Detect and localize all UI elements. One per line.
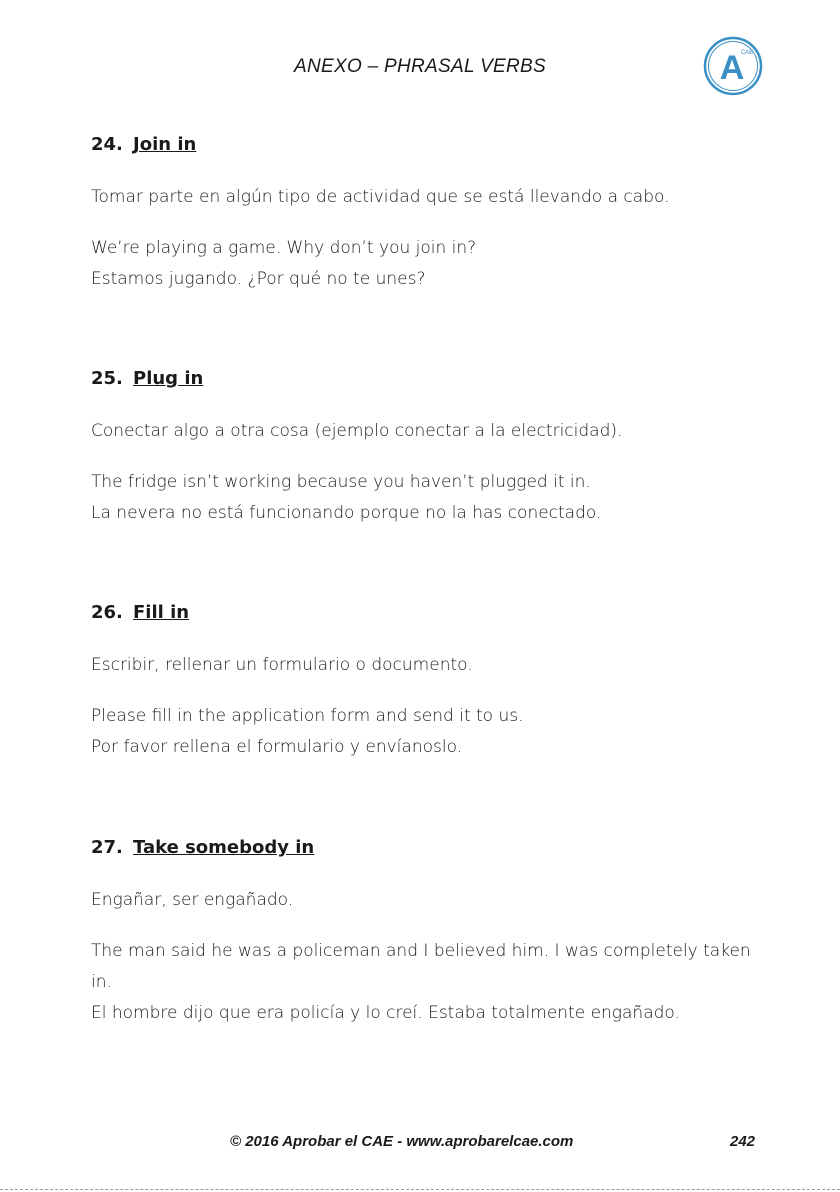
page-header-title: ANEXO – PHRASAL VERBS [294, 56, 546, 77]
logo-letter: A [719, 49, 745, 87]
entry-example-en: Please fill in the application form and send it to us. [91, 706, 524, 726]
entry-example-es: Por favor rellena el formulario y envíanoslo. [91, 737, 463, 757]
entry-number: 24. [91, 134, 123, 155]
entry-example-es: La nevera no está funcionando porque no la has conectado. [91, 503, 602, 523]
entry-24 [91, 132, 751, 295]
entry-verb: Fill in [133, 602, 190, 623]
entry-heading [91, 835, 751, 861]
entry-number: 26. [91, 602, 123, 623]
entry-heading [91, 132, 751, 158]
bottom-divider [0, 1189, 840, 1190]
entry-verb: Plug in [133, 368, 204, 389]
entry-number: 27. [91, 837, 123, 858]
entry-definition: Conectar algo a otra cosa (ejemplo conectar a la electricidad). [91, 421, 623, 441]
entry-definition: Engañar, ser engañado. [91, 890, 294, 910]
entry-example-es: El hombre dijo que era policía y lo creí. Estaba totalmente engañado. [91, 1003, 680, 1023]
entry-example-en: We’re playing a game. Why don’t you join in? [91, 238, 477, 258]
entry-25 [91, 366, 751, 529]
entry-number: 25. [91, 368, 123, 389]
page-number: 242 [730, 1133, 756, 1150]
logo-small-text: CAE [740, 50, 754, 56]
entry-example-es: Estamos jugando. ¿Por qué no te unes? [91, 269, 426, 289]
entry-26 [91, 600, 751, 763]
footer-copyright: © 2016 Aprobar el CAE - www.aprobarelcae.com [230, 1133, 574, 1150]
entry-definition: Tomar parte en algún tipo de actividad que se está llevando a cabo. [91, 187, 670, 207]
entry-27 [91, 835, 751, 1029]
entry-example-en: The fridge isn’t working because you haven’t plugged it in. [91, 472, 591, 492]
entry-heading [91, 600, 751, 626]
aprobar-cae-logo [703, 36, 763, 96]
entry-heading [91, 366, 751, 392]
entry-example-en: The man said he was a policeman and I believed him. I was completely taken in. [91, 941, 751, 992]
entry-definition: Escribir, rellenar un formulario o documento. [91, 655, 473, 675]
entry-verb: Join in [133, 134, 197, 155]
entry-verb: Take somebody in [133, 837, 315, 858]
